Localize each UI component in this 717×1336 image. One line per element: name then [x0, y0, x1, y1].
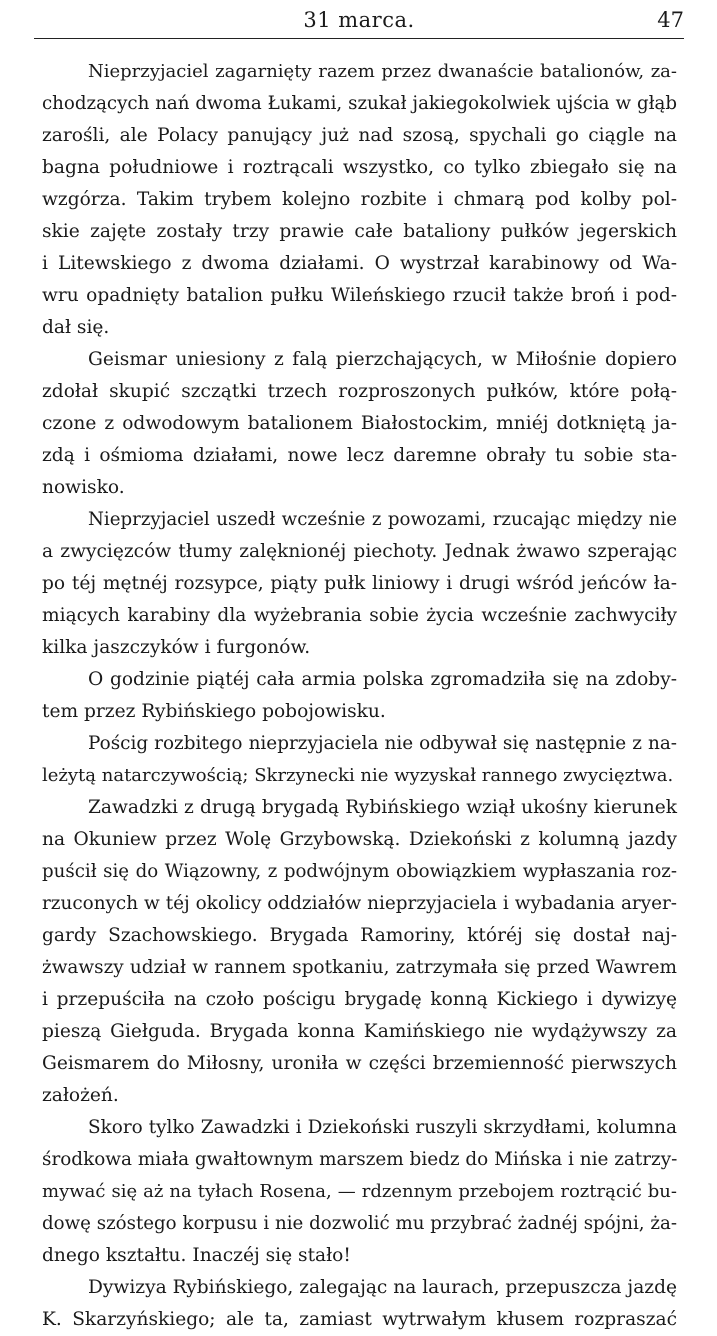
- text-line: puścił się do Wiązowny, z podwójnym obowiązkiem wypłaszania roz-: [42, 861, 677, 882]
- running-head-title: 31 marca.: [303, 8, 415, 32]
- text-line: i Litewskiego z dwoma działami. O wystrzał karabinowy od Wa-: [42, 253, 677, 274]
- text-line: tem przez Rybińskiego pobojowisku.: [42, 701, 386, 722]
- text-line: skie zajęte zostały trzy prawie całe bataliony pułków jegerskich: [42, 221, 677, 242]
- text-line: Nieprzyjaciel uszedł wcześnie z powozami, rzucając między nie: [88, 509, 677, 530]
- text-line: po téj mętnéj rozsypce, piąty pułk liniowy i drugi wśród jeńców ła-: [42, 573, 677, 594]
- text-line: Nieprzyjaciel zagarnięty razem przez dwanaście batalionów, za-: [88, 61, 677, 82]
- text-line: leżytą natarczywością; Skrzynecki nie wyzyskał rannego zwycięztwa.: [42, 765, 674, 786]
- text-line: zdołał skupić szczątki trzech rozproszonych pułków, które połą-: [42, 381, 677, 402]
- text-line: wzgórza. Takim trybem kolejno rozbite i chmarą pod kolby pol-: [42, 189, 677, 210]
- text-line: Geismarem do Miłosny, uroniła w części brzemienność pierwszych: [42, 1053, 677, 1074]
- text-line: czone z odwodowym batalionem Białostockim, mniéj dotkniętą ja-: [42, 413, 677, 434]
- text-line: O godzinie piątéj cała armia polska zgromadziła się na zdoby-: [88, 669, 677, 690]
- text-line: chodzących nań dwoma Łukami, szukał jakiegokolwiek ujścia w głąb: [42, 93, 677, 114]
- text-line: Pościg rozbitego nieprzyjaciela nie odbywał się następnie z na-: [88, 733, 677, 754]
- text-line: miących karabiny dla wyżebrania sobie życia wcześnie zachwyciły: [42, 605, 677, 626]
- text-line: dnego kształtu. Inaczéj się stało!: [42, 1245, 351, 1266]
- running-head: [34, 6, 684, 36]
- text-line: Zawadzki z drugą brygadą Rybińskiego wziął ukośny kierunek: [88, 797, 677, 818]
- text-line: wru opadnięty batalion pułku Wileńskiego rzucił także broń i pod-: [42, 285, 677, 306]
- text-line: dowę szóstego korpusu i nie dozwolić mu przybrać żadnéj spójni, ża-: [42, 1213, 677, 1234]
- text-line: rzuconych w téj okolicy oddziałów nieprzyjaciela i wybadania aryer-: [42, 893, 677, 914]
- body-text: [42, 56, 677, 1336]
- header-rule: [34, 38, 684, 39]
- text-line: bagna południowe i roztrącali wszystko, co tylko zbiegało się na: [42, 157, 677, 178]
- text-line: i przepuściła na czoło pościgu brygadę konną Kickiego i dywizyę: [42, 989, 677, 1010]
- text-line: gardy Szachowskiego. Brygada Ramoriny, któréj się dostał naj-: [42, 925, 677, 946]
- text-line: środkowa miała gwałtownym marszem biedz do Mińska i nie zatrzy-: [42, 1149, 678, 1170]
- text-line: nowisko.: [42, 477, 125, 498]
- text-line: na Okuniew przez Wolę Grzybowską. Dziekoński z kolumną jazdy: [42, 829, 677, 850]
- text-line: Dywizya Rybińskiego, zalegając na laurach, przepuszcza jazdę: [88, 1277, 677, 1298]
- text-line: żwawszy udział w rannem spotkaniu, zatrzymała się przed Wawrem: [42, 957, 677, 978]
- text-line: pieszą Giełguda. Brygada konna Kamińskiego nie wydążywszy za: [42, 1021, 677, 1042]
- text-line: K. Skarzyńskiego; ale ta, zamiast wytrwałym kłusem rozpraszać: [42, 1309, 677, 1330]
- text-line: a zwycięzców tłumy zalęknionéj piechoty. Jednak żwawo szperając: [42, 541, 677, 562]
- text-line: kilka jaszczyków i furgonów.: [42, 637, 311, 658]
- text-line: zarośli, ale Polacy panujący już nad szosą, spychali go ciągle na: [42, 125, 677, 146]
- text-line: Geismar uniesiony z falą pierzchających, w Miłośnie dopiero: [88, 349, 677, 370]
- text-line: zdą i ośmioma działami, nowe lecz daremne obrały tu sobie sta-: [42, 445, 677, 466]
- text-line: Skoro tylko Zawadzki i Dziekoński ruszyli skrzydłami, kolumna: [88, 1117, 677, 1138]
- page-number: 47: [657, 8, 684, 32]
- text-line: mywać się aż na tyłach Rosena, — rdzennym przebojem roztrącić bu-: [42, 1181, 677, 1202]
- text-line: dał się.: [42, 317, 110, 338]
- text-line: założeń.: [42, 1085, 119, 1106]
